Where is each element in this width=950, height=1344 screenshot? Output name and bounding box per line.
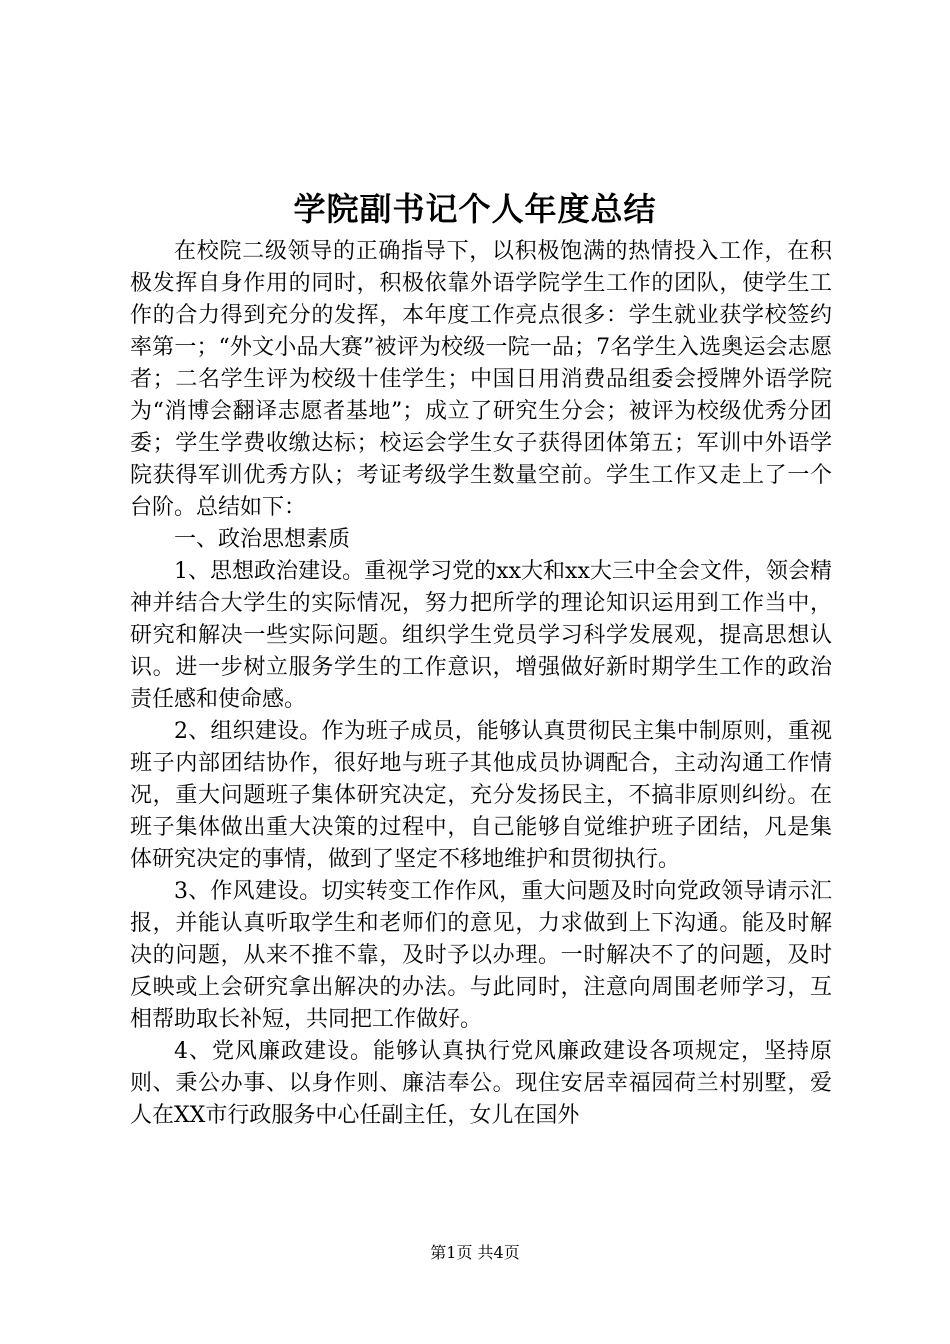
document-title: 学院副书记个人年度总结 [293, 190, 657, 228]
paragraph-item-1: 1、思想政治建设。重视学习党的xx大和xx大三中全会文件，领会精神并结合大学生的实际情况，努力把所学的理论知识运用到工作当中，研究和解决一些实际问题。组织学生党员学习科学发展观，提高思想认识。进一步树立服务学生的工作意识，增强做好新时期学生工作的政治责任感和使命感。 [130, 559, 832, 712]
paragraph-item-2: 2、组织建设。作为班子成员，能够认真贯彻民主集中制原则，重视班子内部团结协作，很好地与班子其他成员协调配合，主动沟通工作情况，重大问题班子集体研究决定，充分发扬民主，不搞非原则纠纷。在班子集体做出重大决策的过程中，自己能够自觉维护班子团结，凡是集体研究决定的事情，做到了坚定不移地维护和贯彻执行。 [130, 719, 832, 872]
page-footer: 第1页 共4页 [430, 1243, 520, 1262]
paragraph-intro: 在校院二级领导的正确指导下，以积极饱满的热情投入工作，在积极发挥自身作用的同时，积极依靠外语学院学生工作的团队，使学生工作的合力得到充分的发挥，本年度工作亮点很多：学生就业获学校签约率第一；“外文小品大赛”被评为校级一院一品；7名学生入选奥运会志愿者；二名学生评为校级十佳学生；中国日用消费品组委会授牌外语学院为“消博会翻译志愿者基地”；成立了研究生分会；被评为校级优秀分团委；学生学费收缴达标；校运会学生女子获得团体第五；军训中外语学院获得军训优秀方队；考证考级学生数量空前。学生工作又走上了一个台阶。总结如下： [130, 239, 832, 520]
document-body [130, 236, 832, 1132]
paragraph-item-3: 3、作风建设。切实转变工作作风，重大问题及时向党政领导请示汇报，并能认真听取学生和老师们的意见，力求做到上下沟通。能及时解决的问题，从来不推不靠，及时予以办理。一时解决不了的问题，及时反映或上会研究拿出解决的办法。与此同时，注意向周围老师学习，互相帮助取长补短，共同把工作做好。 [130, 879, 832, 1032]
paragraph-item-4: 4、党风廉政建设。能够认真执行党风廉政建设各项规定，坚持原则、秉公办事、以身作则、廉洁奉公。现住安居幸福园荷兰村别墅，爱人在XX市行政服务中心任副主任，女儿在国外 [130, 1039, 832, 1128]
section-heading: 一、政治思想素质 [174, 527, 351, 552]
